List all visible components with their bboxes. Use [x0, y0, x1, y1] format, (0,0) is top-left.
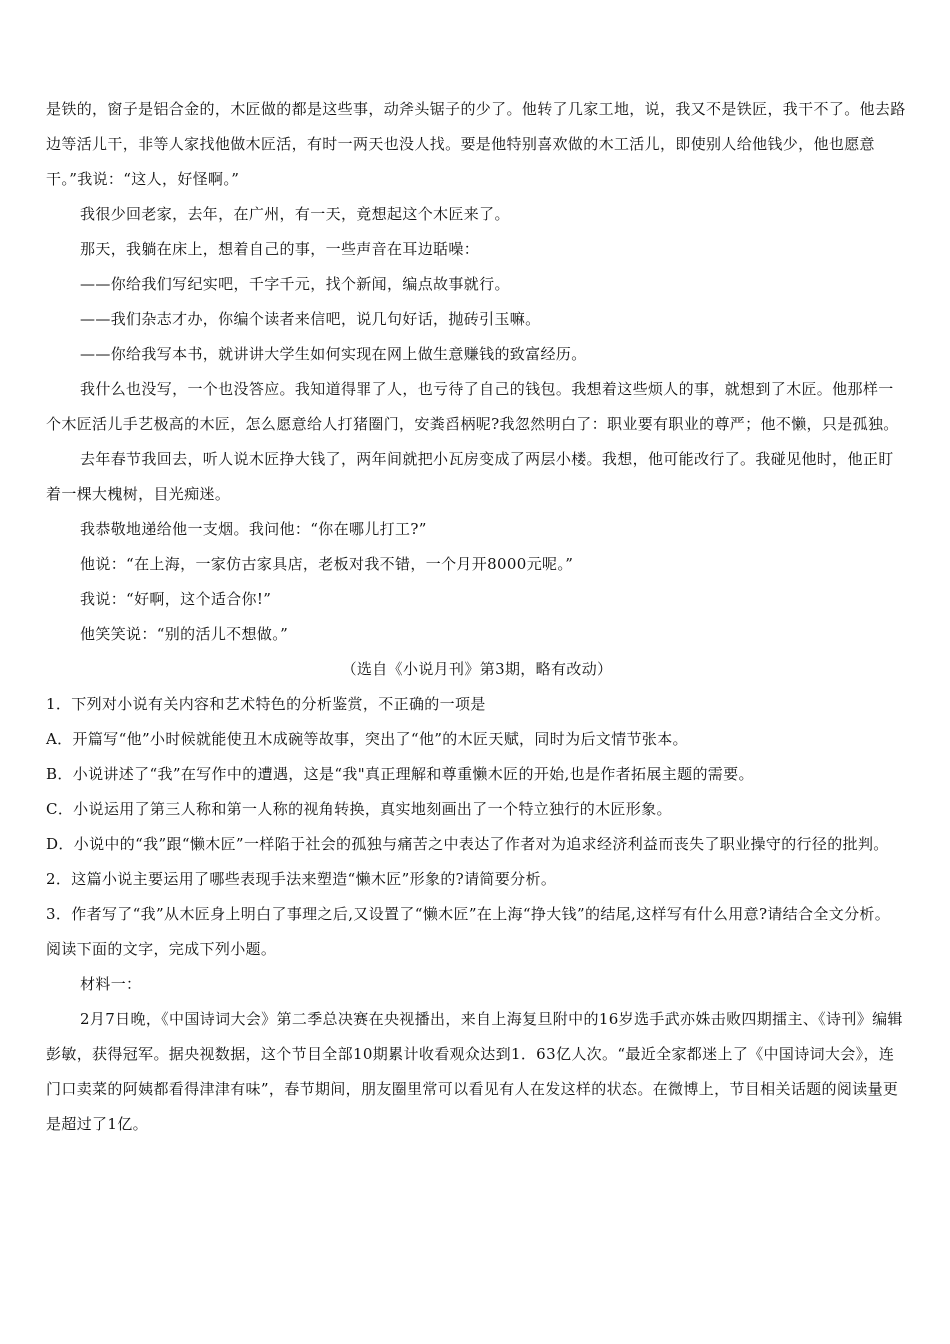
story-paragraph: 我什么也没写，一个也没答应。我知道得罪了人，也亏待了自己的钱包。我想着这些烦人的事，就想到了木匠。他那样一个木匠活儿手艺极高的木匠，怎么愿意给人打猪圈门，安粪舀柄呢?我忽然明白了：职业要有职业的尊严；他不懒，只是孤独。: [46, 380, 899, 433]
option-a: A．开篇写“他”小时候就能使丑木成碗等故事，突出了“他”的木匠天赋，同时为后文情节张本。: [46, 730, 688, 748]
material-paragraph: 2月7日晚，《中国诗词大会》第二季总决赛在央视播出，来自上海复旦附中的16岁选手武亦姝击败四期擂主、《诗刊》编辑彭敏，获得冠军。据央视数据，这个节目全部10期累计收看观众达到1．63亿人次。“最近全家都迷上了《中国诗词大会》，连门口卖菜的阿姨都看得津津有味”，春节期间，朋友圈里常可以看见有人在发这样的状态。在微博上，节目相关话题的阅读量更是超过了1亿。: [46, 1010, 903, 1133]
story-dialogue-line: ——你给我们写纪实吧，千字千元，找个新闻，编点故事就行。: [80, 275, 510, 293]
story-dialogue-line: 我说：“好啊，这个适合你!”: [80, 590, 272, 608]
reading-instruction: 阅读下面的文字，完成下列小题。: [46, 940, 277, 958]
material-heading: 材料一：: [80, 975, 142, 993]
option-c: C．小说运用了第三人称和第一人称的视角转换，真实地刻画出了一个特立独行的木匠形象。: [46, 800, 672, 818]
story-paragraph: 我很少回老家，去年，在广州，有一天，竟想起这个木匠来了。: [80, 205, 510, 223]
story-dialogue-line: 我恭敬地递给他一支烟。我问他：“你在哪儿打工?”: [80, 520, 427, 538]
question-3: 3．作者写了“我”从木匠身上明白了事理之后,又设置了“懒木匠”在上海“挣大钱”的结尾,这样写有什么用意?请结合全文分析。: [46, 905, 891, 923]
option-d: D．小说中的“我”跟“懒木匠”一样陷于社会的孤独与痛苦之中表达了作者对为追求经济利益而丧失了职业操守的行径的批判。: [46, 835, 889, 853]
story-paragraph: 去年春节我回去，听人说木匠挣大钱了，两年间就把小瓦房变成了两层小楼。我想，他可能改行了。我碰见他时，他正盯着一棵大槐树，目光痴迷。: [46, 450, 894, 503]
story-dialogue-line: 他说：“在上海，一家仿古家具店，老板对我不错，一个月开8000元呢。”: [80, 555, 574, 573]
source-citation: （选自《小说月刊》第3期，略有改动）: [341, 660, 613, 678]
option-b: B．小说讲述了“我”在写作中的遭遇，这是“我"真正理解和尊重懒木匠的开始,也是作者拓展主题的需要。: [46, 765, 754, 783]
story-dialogue-line: ——你给我写本书，就讲讲大学生如何实现在网上做生意赚钱的致富经历。: [80, 345, 587, 363]
story-paragraph: 是铁的，窗子是铝合金的，木匠做的都是这些事，动斧头锯子的少了。他转了几家工地，说，我又不是铁匠，我干不了。他去路边等活儿干，非等人家找他做木匠活，有时一两天也没人找。要是他特别喜欢做的木工活儿，即使别人给他钱少，他也愿意干。”我说：“这人，好怪啊。”: [46, 100, 906, 188]
story-dialogue-line: ——我们杂志才办，你编个读者来信吧，说几句好话，抛砖引玉嘛。: [80, 310, 541, 328]
question-1: 1．下列对小说有关内容和艺术特色的分析鉴赏，不正确的一项是: [46, 695, 486, 713]
document-page: [46, 92, 908, 1142]
story-dialogue-line: 他笑笑说：“别的活儿不想做。”: [80, 625, 289, 643]
question-2: 2．这篇小说主要运用了哪些表现手法来塑造“懒木匠”形象的?请简要分析。: [46, 870, 557, 888]
story-paragraph: 那天，我躺在床上，想着自己的事，一些声音在耳边聒噪：: [80, 240, 480, 258]
